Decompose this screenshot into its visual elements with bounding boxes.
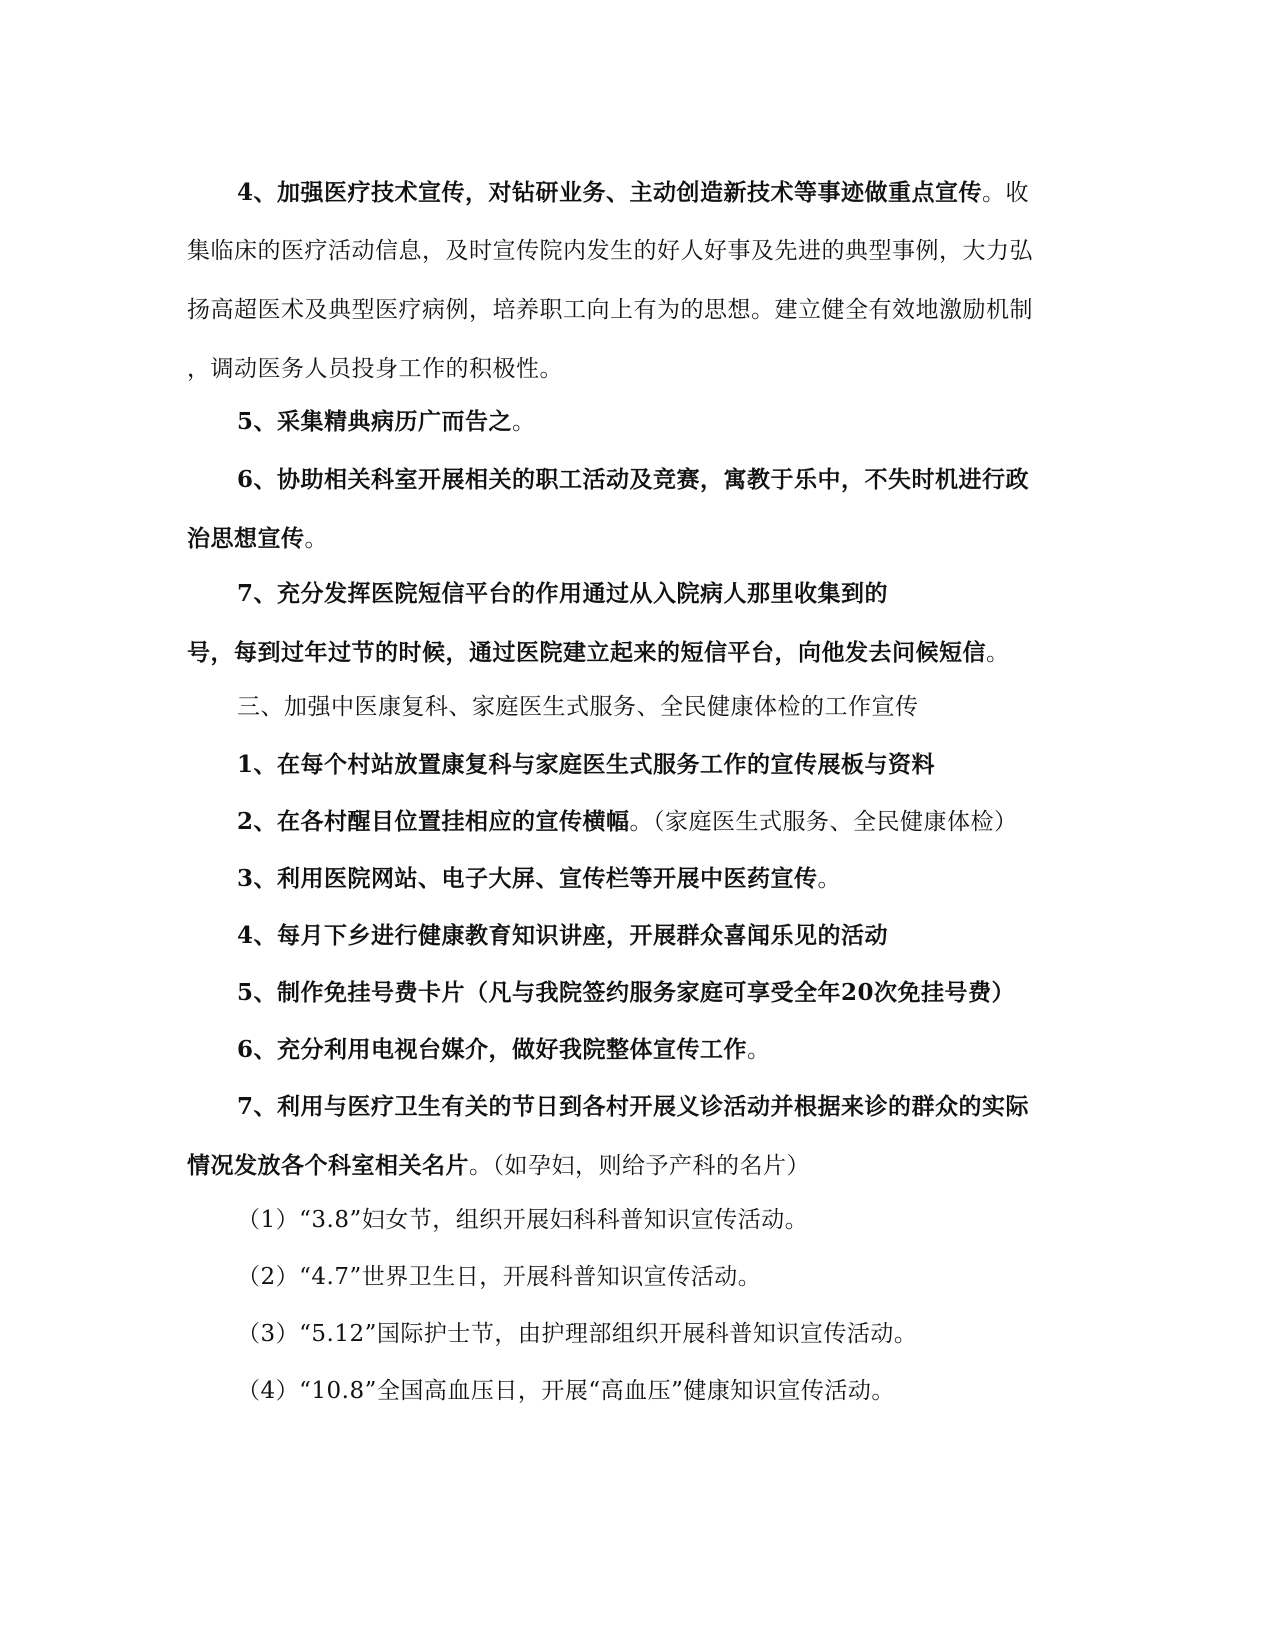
normal-text: 扬高超医术及典型医疗病例，培养职工向上有为的思想。建立健全有效地激励机制 <box>187 297 1033 323</box>
text-line <box>187 1020 1087 1079</box>
bold-text: 7、充分发挥医院短信平台的作用通过从入院病人那里收集到的 <box>237 580 889 607</box>
bold-text: 7、利用与医疗卫生有关的节日到各村开展义诊活动并根据来诊的群众的实际 <box>237 1093 1030 1120</box>
paragraph-section3-item-4 <box>187 906 1087 965</box>
normal-text: 。 <box>512 409 536 435</box>
paragraph-section3-item-7 <box>187 1077 1087 1195</box>
text-line <box>187 163 1087 222</box>
list-item-festival-3 <box>187 1305 1087 1364</box>
section-heading-3 <box>187 678 1087 737</box>
paragraph-section3-item-1 <box>187 735 1087 794</box>
bold-text: 5、制作免挂号费卡片（凡与我院签约服务家庭可享受全年20次免挂号费） <box>237 979 1016 1006</box>
bold-text: 1、在每个村站放置康复科与家庭医生式服务工作的宣传展板与资料 <box>237 751 936 778</box>
bold-text: 情况发放各个科室相关名片 <box>187 1152 469 1179</box>
bold-text: 4、加强医疗技术宣传，对钻研业务、主动创造新技术等事迹做重点宣传 <box>237 179 983 206</box>
paragraph-publicity-item-6 <box>187 450 1087 568</box>
text-line <box>187 340 1087 399</box>
normal-text: 。 <box>817 866 842 892</box>
bold-text: 6、协助相关科室开展相关的职工活动及竞赛，寓教于乐中，不失时机进行政 <box>237 466 1030 493</box>
normal-text: （2）“4.7”世界卫生日，开展科普知识宣传活动。 <box>237 1264 762 1290</box>
paragraph-publicity-item-5 <box>187 392 1087 451</box>
text-line <box>187 450 1087 509</box>
list-item-festival-1 <box>187 1191 1087 1250</box>
text-line <box>187 623 1087 682</box>
text-line <box>187 281 1087 340</box>
list-item-festival-4 <box>187 1362 1087 1421</box>
text-line <box>187 564 1087 623</box>
bold-text: 4、每月下乡进行健康教育知识讲座，开展群众喜闻乐见的活动 <box>237 922 889 949</box>
text-line <box>187 849 1087 908</box>
normal-text: 。 <box>304 526 328 552</box>
normal-text: 。收 <box>982 180 1030 206</box>
paragraph-section3-item-3 <box>187 849 1087 908</box>
text-line <box>187 1305 1087 1364</box>
paragraph-publicity-item-7 <box>187 564 1087 682</box>
paragraph-section3-item-6 <box>187 1020 1087 1079</box>
paragraph-publicity-item-4 <box>187 163 1087 399</box>
normal-text: （3）“5.12”国际护士节，由护理部组织开展科普知识宣传活动。 <box>237 1321 918 1347</box>
normal-text: 。 <box>747 1037 771 1063</box>
normal-text: 集临床的医疗活动信息，及时宣传院内发生的好人好事及先进的典型事例，大力弘 <box>187 238 1033 264</box>
text-line <box>187 678 1087 737</box>
normal-text: 。 <box>986 640 1010 666</box>
bold-text: 号，每到过年过节的时候，通过医院建立起来的短信平台，向他发去问候短信 <box>187 639 986 666</box>
bold-text: 3、利用医院网站、电子大屏、宣传栏等开展中医药宣传 <box>237 865 818 892</box>
text-line <box>187 1362 1087 1421</box>
text-line <box>187 392 1087 451</box>
normal-text: （4）“10.8”全国高血压日，开展“高血压”健康知识宣传活动。 <box>237 1378 895 1404</box>
text-line <box>187 1136 1087 1195</box>
bold-text: 6、充分利用电视台媒介，做好我院整体宣传工作 <box>237 1036 748 1063</box>
text-line <box>187 222 1087 281</box>
normal-text: 三、加强中医康复科、家庭医生式服务、全民健康体检的工作宣传 <box>237 694 919 720</box>
text-line <box>187 792 1087 851</box>
paragraph-section3-item-2 <box>187 792 1087 851</box>
bold-text: 治思想宣传 <box>187 525 305 552</box>
list-item-festival-2 <box>187 1248 1087 1307</box>
text-line <box>187 963 1087 1022</box>
text-line <box>187 1248 1087 1307</box>
normal-text: （1）“3.8”妇女节，组织开展妇科科普知识宣传活动。 <box>237 1207 809 1233</box>
normal-text: ，调动医务人员投身工作的积极性。 <box>187 356 563 382</box>
text-line <box>187 1191 1087 1250</box>
normal-text: 。（家庭医生式服务、全民健康体检） <box>629 809 1018 835</box>
text-line <box>187 509 1087 568</box>
paragraph-section3-item-5 <box>187 963 1087 1022</box>
bold-text: 5、采集精典病历广而告之 <box>237 408 513 435</box>
normal-text: 。（如孕妇，则给予产科的名片） <box>469 1153 810 1179</box>
text-line <box>187 735 1087 794</box>
text-line <box>187 1077 1087 1136</box>
text-line <box>187 906 1087 965</box>
bold-text: 2、在各村醒目位置挂相应的宣传横幅 <box>237 808 630 835</box>
